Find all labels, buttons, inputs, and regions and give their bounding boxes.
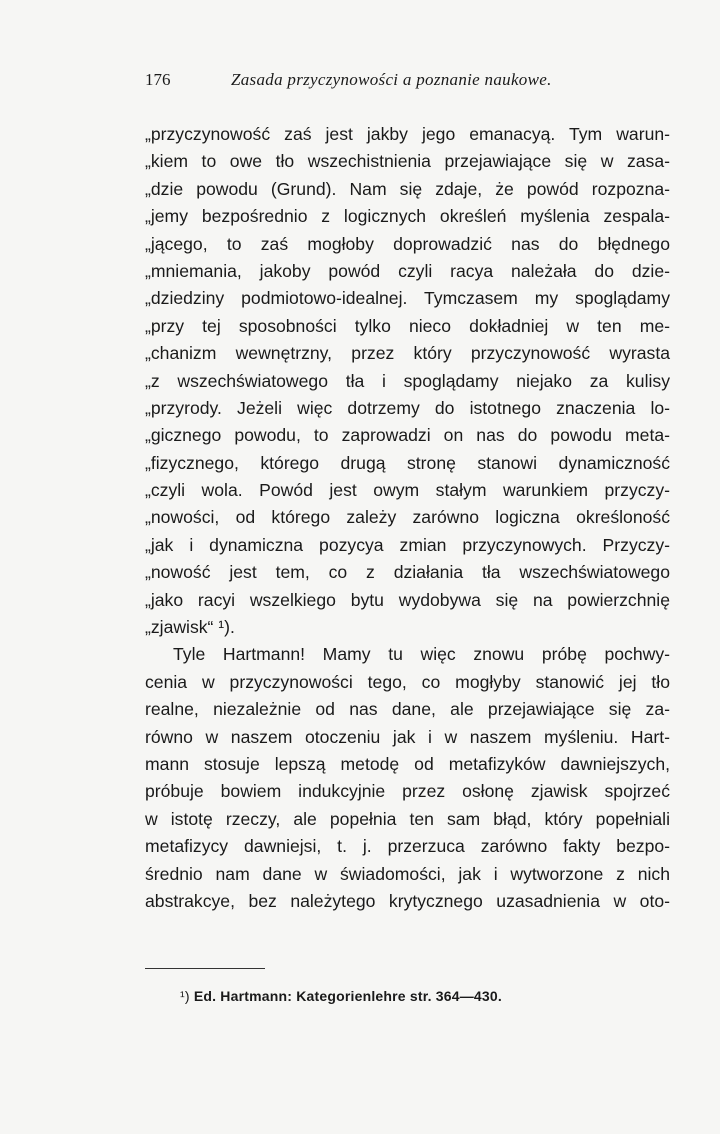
text-line: „przyrody. Jeżeli więc dotrzemy do istotnego znaczenia lo- (145, 397, 670, 418)
text-line: „mniemania, jakoby powód czyli racya należała do dzie- (145, 260, 670, 281)
text-line: metafizycy dawniejsi, t. j. przerzuca zarówno fakty bezpo- (145, 836, 670, 857)
body-text (145, 121, 670, 915)
paragraph-start-line: Tyle Hartmann! Mamy tu więc znowu próbę pochwy- (173, 644, 670, 665)
footnote-separator (145, 968, 265, 969)
text-line: „jak i dynamiczna pozycya zmian przyczynowych. Przyczy- (145, 534, 670, 555)
text-line: „nowość jest tem, co z działania tła wszechświatowego (145, 562, 670, 583)
text-line: „chanizm wewnętrzny, przez który przyczynowość wyrasta (145, 343, 670, 364)
text-line: „z wszechświatowego tła i spoglądamy niejako za kulisy (145, 370, 670, 391)
text-line: cenia w przyczynowości tego, co mogłyby stanowić jej tło (145, 671, 670, 692)
text-line: „jącego, to zaś mogłoby doprowadzić nas do błędnego (145, 233, 670, 254)
text-line: „dziedziny podmiotowo-idealnej. Tymczasem my spoglądamy (145, 288, 670, 309)
text-line: „dzie powodu (Grund). Nam się zdaje, że powód rozpozna- (145, 178, 670, 199)
text-line: „jako racyi wszelkiego bytu wydobywa się na powierzchnię (145, 589, 670, 610)
page-header (145, 70, 670, 100)
text-line: mann stosuje lepszą metodę od metafizyków dawniejszych, (145, 753, 670, 774)
footnote-source: Ed. Hartmann: Kategorienlehre str. 364—430. (193, 988, 502, 1004)
text-line: „gicznego powodu, to zaprowadzi on nas do powodu meta- (145, 425, 670, 446)
text-line: realne, niezależnie od nas dane, ale przejawiające się za- (145, 699, 670, 720)
text-line: „jemy bezpośrednio z logicznych określeń myślenia zespala- (145, 206, 670, 227)
footnote (180, 988, 502, 1004)
text-line: abstrakcye, bez należytego krytycznego uzasadnienia w oto- (145, 890, 670, 911)
page-number: 176 (145, 70, 171, 89)
text-line: „czyli wola. Powód jest owym stałym warunkiem przyczy- (145, 480, 670, 501)
running-title: Zasada przyczynowości a poznanie naukowe. (231, 70, 552, 89)
text-line: w istotę rzeczy, ale popełnia ten sam błąd, który popełniali (145, 808, 670, 829)
text-line: „fizycznego, którego drugą stronę stanowi dynamiczność (145, 452, 670, 473)
text-line: próbuje bowiem indukcyjnie przez osłonę zjawisk spojrzeć (145, 781, 670, 802)
text-line: „zjawisk“ ¹). (145, 617, 235, 638)
text-line: „przy tej sposobności tylko nieco dokładniej w ten me- (145, 315, 670, 336)
text-line: średnio nam dane w świadomości, jak i wytworzone z nich (145, 863, 670, 884)
text-line: „przyczynowość zaś jest jakby jego emanacyą. Tym warun- (145, 124, 670, 144)
footnote-marker: ¹) (180, 988, 194, 1004)
text-line: „kiem to owe tło wszechistnienia przejawiające się w zasa- (145, 151, 670, 172)
text-line: równo w naszem otoczeniu jak i w naszem myśleniu. Hart- (145, 726, 670, 747)
text-line: „nowości, od którego zależy zarówno logiczna określoność (145, 507, 670, 528)
